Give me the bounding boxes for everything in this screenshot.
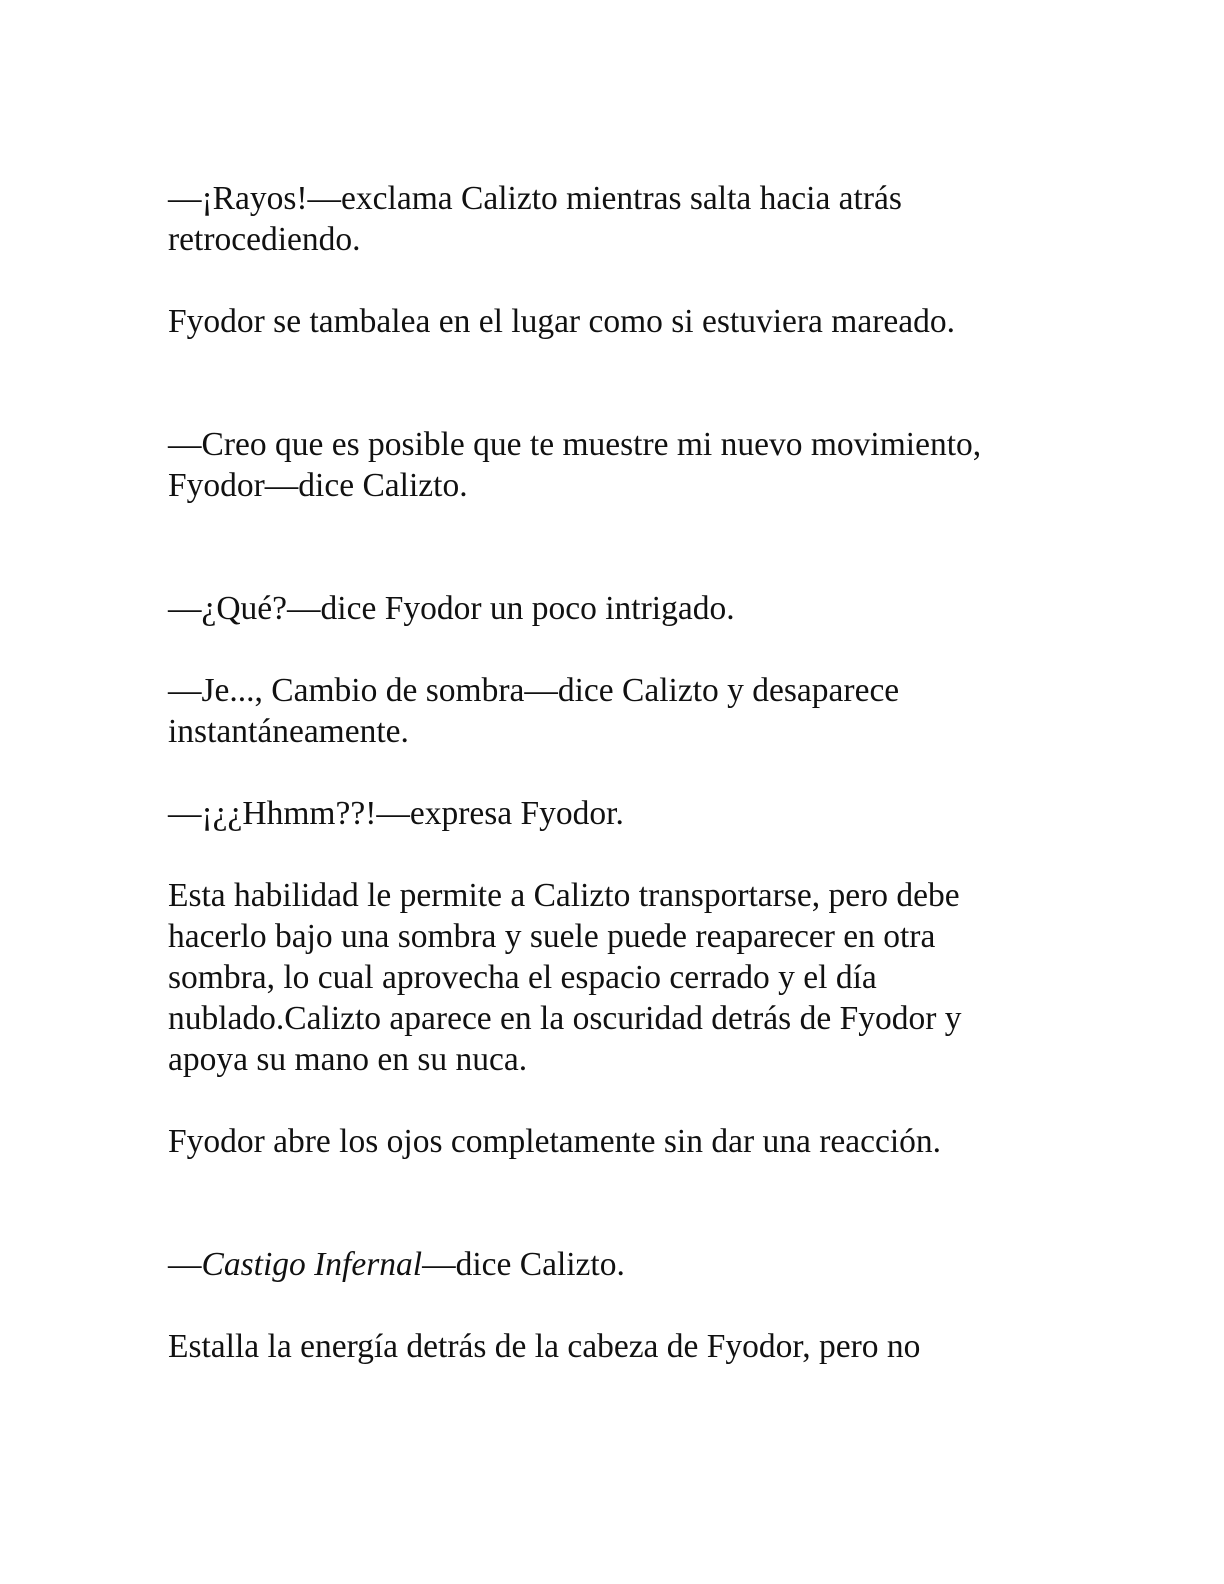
paragraph-8: Fyodor abre los ojos completamente sin dar una reacción. xyxy=(168,1123,942,1160)
paragraph-4: —¿Qué?—dice Fyodor un poco intrigado. xyxy=(168,590,735,627)
dialogue-dash: — xyxy=(168,1246,202,1283)
paragraph-1: —¡Rayos!—exclama Calizto mientras salta hacia atrás retrocediendo. xyxy=(168,180,902,258)
paragraph-3: —Creo que es posible que te muestre mi nuevo movimiento, Fyodor—dice Calizto. xyxy=(168,426,982,504)
italic-technique-name: Castigo Infernal xyxy=(201,1246,423,1283)
paragraph-spacer xyxy=(168,342,1048,424)
paragraph-10: Estalla la energía detrás de la cabeza de Fyodor, pero no xyxy=(168,1328,921,1365)
page-body xyxy=(168,178,1048,1367)
paragraph-7: Esta habilidad le permite a Calizto transportarse, pero debe hacerlo bajo una sombra y suele puede reaparecer en otra sombra, lo cual aprovecha el espacio cerrado y el día nublado.Calizto aparece en la oscuridad detrás de Fyodor y apoya su mano en su nuca. xyxy=(168,877,962,1078)
paragraph-2: Fyodor se tambalea en el lugar como si estuviera mareado. xyxy=(168,303,955,340)
paragraph-9 xyxy=(168,1244,1048,1285)
dialogue-tail: —dice Calizto. xyxy=(422,1246,625,1283)
paragraph-spacer xyxy=(168,1080,1048,1121)
paragraph-5: —Je..., Cambio de sombra—dice Calizto y desaparece instantáneamente. xyxy=(168,672,900,750)
paragraph-6: —¡¿¿Hhmm??!—expresa Fyodor. xyxy=(168,795,624,832)
paragraph-spacer xyxy=(168,629,1048,670)
paragraph-spacer xyxy=(168,1285,1048,1326)
paragraph-spacer xyxy=(168,506,1048,588)
paragraph-spacer xyxy=(168,1162,1048,1244)
paragraph-spacer xyxy=(168,752,1048,793)
paragraph-spacer xyxy=(168,260,1048,301)
paragraph-spacer xyxy=(168,834,1048,875)
